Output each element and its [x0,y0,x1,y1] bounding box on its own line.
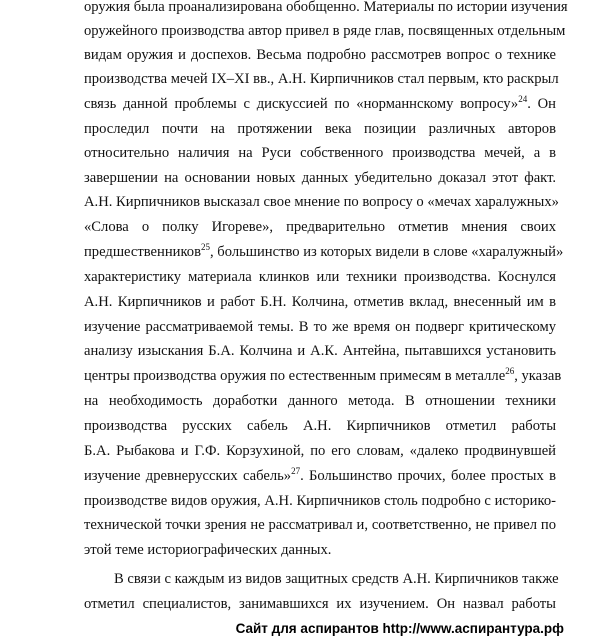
site-watermark: Сайт для аспирантов http://www.аспирантура.рф [235,621,564,636]
text-line: технической точки зрения не рассматривал и, соответственно, не привел по [84,517,556,533]
text-line: завершении на основании новых данных убедительно доказал этот факт. [84,170,556,186]
text-line: проследил почти на протяжении века позиции различных авторов [84,121,556,137]
text-line: видам оружия и доспехов. Весьма подробно рассмотрев вопрос о технике [84,47,556,63]
text-segment: связь данной проблемы с дискуссией по «норманнскому вопросу» [84,96,519,112]
footnote-ref: 24 [518,94,528,105]
text-segment: изучение древнерусских сабель» [84,468,292,484]
text-line [84,467,556,485]
text-line [84,366,562,385]
paragraph-first-line: В связи с каждым из видов защитных средств А.Н. Кирпичников также [114,571,559,587]
text-line: оружия была проанализирована обобщенно. Материалы по истории изучения [84,0,568,15]
text-line: производства русских сабель А.Н. Кирпичников отметил работы [84,418,556,434]
text-line: оружейного производства автор привел в ряде глав, посвященных отдельным [84,23,566,39]
text-line: производстве видов оружия, А.Н. Кирпичников столь подробно с историко- [84,493,556,509]
text-segment: , большинство из которых видели в слове «харалужный» [210,244,564,260]
text-line: Б.А. Рыбакова и Г.Ф. Корзухиной, по его словам, «далеко продвинувшей [84,443,556,459]
text-segment: . Большинство прочих, более простых в [300,468,556,484]
text-line: А.Н. Кирпичников и работ Б.Н. Колчина, отметив вклад, внесенный им в [84,294,556,310]
text-segment: , указав [514,368,562,384]
text-line: «Слова о полку Игореве», предварительно отметив мнения своих [84,219,556,235]
footnote-ref: 25 [201,242,210,253]
text-line: анализу изыскания Б.А. Колчина и А.К. Антейна, пытавшихся установить [84,343,556,359]
text-segment: центры производства оружия по естественным примесям в металле [84,368,506,384]
text-line: на необходимость доработки данного метода. В отношении техники [84,393,556,409]
text-line: изучение рассматриваемой темы. В то же время он подверг критическому [84,319,556,335]
text-line [84,95,556,113]
text-line: характеристику материала клинков или техники производства. Коснулся [84,269,556,285]
text-segment: . Он [527,96,556,112]
text-line: производства мечей IX–XI вв., А.Н. Кирпичников стал первым, кто раскрыл [84,71,559,87]
text-line: этой теме историографических данных. [84,542,332,558]
footnote-ref: 26 [505,366,515,377]
text-line: относительно наличия на Руси собственного производства мечей, а в [84,145,556,161]
text-line: А.Н. Кирпичников высказал свое мнение по вопросу о «мечах харалужных» [84,194,559,210]
text-line: отметил специалистов, занимавшихся их изучением. Он назвал работы [84,596,556,612]
text-segment: предшественников [84,244,201,260]
footnote-ref: 27 [291,466,301,477]
text-line [84,242,564,261]
